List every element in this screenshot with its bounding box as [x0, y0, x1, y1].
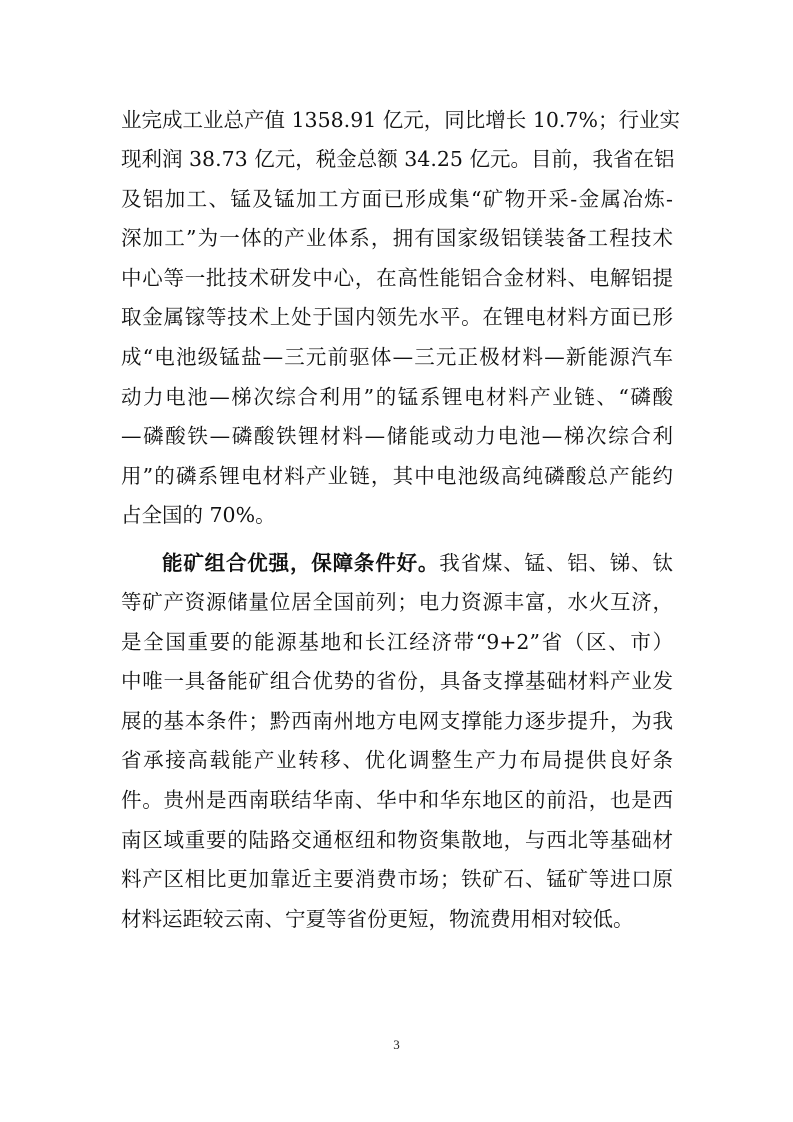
text-line: 及铝加工、锰及锰加工方面已形成集“矿物开采-金属冶炼- — [121, 187, 673, 211]
paragraph-first-line-text: 我省煤、锰、铝、锑、钛 — [439, 551, 674, 575]
text-line: 中心等一批技术研发中心，在高性能铝合金材料、电解铝提 — [121, 266, 673, 290]
text-line: 占全国的 70%。 — [121, 503, 276, 527]
text-line: 省承接高载能产业转移、优化调整生产力布局提供良好条 — [121, 748, 673, 772]
text-line: 材料运距较云南、宁夏等省份更短，物流费用相对较低。 — [121, 907, 634, 931]
paragraph-first-line — [162, 549, 673, 577]
text-line: 现利润 38.73 亿元，税金总额 34.25 亿元。目前，我省在铝 — [121, 147, 675, 171]
paragraph-heading: 能矿组合优强，保障条件好。 — [162, 551, 440, 575]
text-line: 南区域重要的陆路交通枢纽和物资集散地，与西北等基础材 — [121, 828, 673, 852]
text-line: 是全国重要的能源基地和长江经济带“9+2”省（区、市） — [121, 630, 673, 654]
text-line: 件。贵州是西南联结华南、华中和华东地区的前沿，也是西 — [121, 788, 673, 812]
text-line: 动力电池—梯次综合利用”的锰系锂电材料产业链、“磷酸 — [121, 385, 673, 409]
text-line: 料产区相比更加靠近主要消费市场；铁矿石、锰矿等进口原 — [121, 867, 673, 891]
text-line: —磷酸铁—磷酸铁锂材料—储能或动力电池—梯次综合利 — [121, 424, 673, 448]
text-line: 用”的磷系锂电材料产业链，其中电池级高纯磷酸总产能约 — [121, 464, 673, 488]
text-line: 业完成工业总产值 1358.91 亿元，同比增长 10.7%；行业实 — [121, 108, 680, 132]
text-line: 等矿产资源储量位居全国前列；电力资源丰富，水火互济， — [121, 590, 673, 614]
page-number: 3 — [393, 1037, 400, 1052]
text-line: 展的基本条件；黔西南州地方电网支撑能力逐步提升，为我 — [121, 709, 673, 733]
text-line: 成“电池级锰盐—三元前驱体—三元正极材料—新能源汽车 — [121, 345, 673, 369]
text-line: 取金属镓等技术上处于国内领先水平。在锂电材料方面已形 — [121, 305, 673, 329]
text-line: 深加工”为一体的产业体系，拥有国家级铝镁装备工程技术 — [121, 226, 673, 250]
text-line: 中唯一具备能矿组合优势的省份，具备支撑基础材料产业发 — [121, 669, 673, 693]
